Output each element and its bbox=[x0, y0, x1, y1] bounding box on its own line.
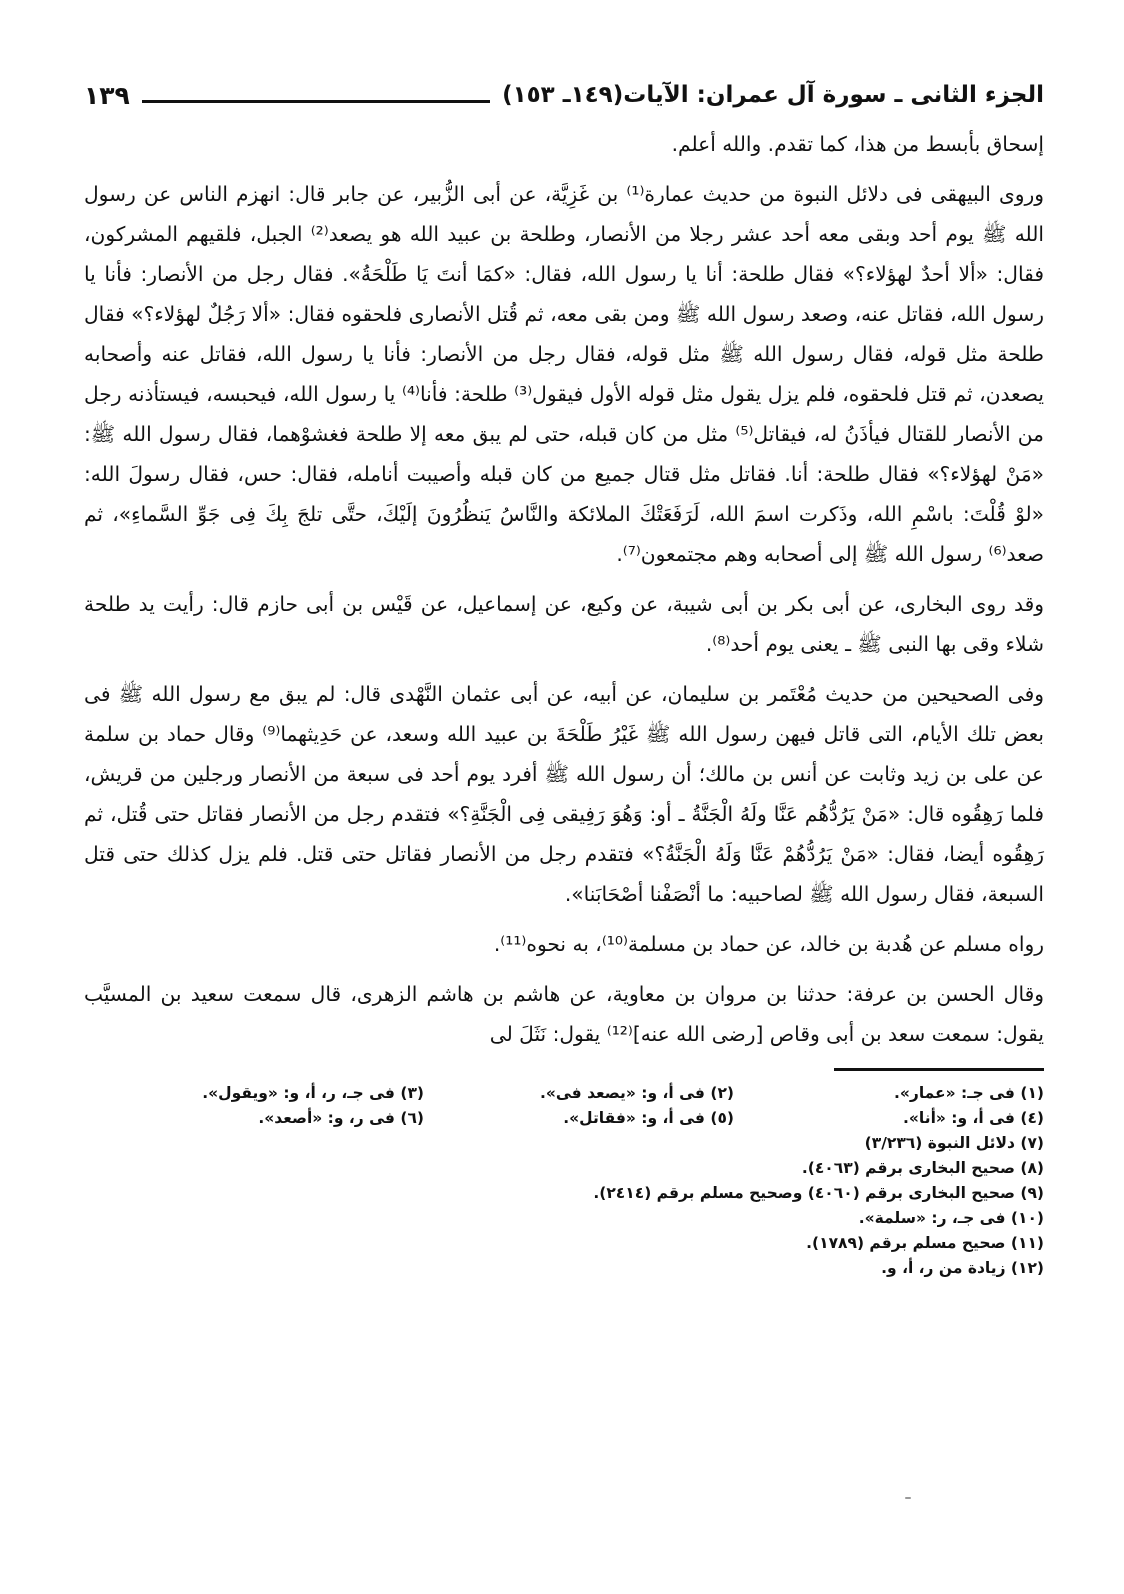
header-rule bbox=[142, 100, 490, 103]
footnote: (٣) فى جـ، ر، أ، و: «ويقول». bbox=[202, 1084, 424, 1102]
footnote: (٩) صحيح البخارى برقم (٤٠٦٠) وصحيح مسلم برقم (٢٤١٤). bbox=[593, 1184, 1044, 1202]
footnote: (٦) فى ر، و: «أصعد». bbox=[258, 1109, 424, 1127]
footnote: (٥) فى أ، و: «فقاتل». bbox=[563, 1109, 734, 1127]
footnote: (١) فى جـ: «عمار». bbox=[894, 1084, 1044, 1102]
running-header bbox=[84, 72, 1044, 118]
footnote: (١٠) فى جـ، ر: «سلمة». bbox=[858, 1209, 1044, 1227]
footnotes bbox=[84, 1081, 1044, 1281]
main-text bbox=[84, 124, 1044, 1054]
page-number: ١٣٩ bbox=[84, 80, 130, 110]
footnote: (٧) دلائل النبوة (٣/٢٣٦) bbox=[864, 1134, 1044, 1152]
header-title: الجزء الثانى ـ سورة آل عمران: الآيات(١٤٩ـ ١٥٣) bbox=[502, 82, 1044, 108]
paragraph: وقال الحسن بن عرفة: حدثنا بن مروان بن معاوية، عن هاشم بن هاشم الزهرى، قال سمعت سعيد بن المسيَّب يقول: سمعت سعد بن أبى وقاص [رضى الله عنه]⁽¹²⁾ يقول: نَثَلَ لى bbox=[84, 982, 1044, 1046]
footnote-divider bbox=[834, 1068, 1044, 1071]
footnote: (٢) فى أ، و: «يصعد فى». bbox=[539, 1084, 734, 1102]
paragraph: وفى الصحيحين من حديث مُعْتَمر بن سليمان، عن أبيه، عن أبى عثمان النَّهْدى قال: لم يبق مع رسول الله ﷺ فى بعض تلك الأيام، التى قاتل فيهن رسول الله ﷺ غَيْرُ طَلْحَةَ بن عبيد الله وسعد، عن حَدِيثهما⁽⁹⁾ وقال حماد بن سلمة عن على بن زيد وثابت عن أنس بن مالك؛ أن رسول الله ﷺ أفرد يوم أحد فى سبعة من الأنصار ورجلين من قريش، فلما رَهِقُوه قال: «مَنْ يَرُدُّهُم عَنَّا ولَهُ الْجَنَّةُ ـ أو: وَهُوَ رَفِيقى فِى الْجَنَّةِ؟» فتقدم رجل من الأنصار فقاتل حتى قُتل، ثم رَهِقُوه أيضا، فقال: «مَنْ يَرُدُّهُمْ عَنَّا وَلَهُ الْجَنَّةُ؟» فتقدم رجل من الأنصار فقاتل حتى قتل. فلم يزل كذلك حتى قتل السبعة، فقال رسول الله ﷺ لصاحبيه: ما أنْصَفْنا أصْحَابَنا». bbox=[84, 682, 1044, 906]
footnote: (١١) صحيح مسلم برقم (١٧٨٩). bbox=[806, 1234, 1044, 1252]
paragraph: وروى البيهقى فى دلائل النبوة من حديث عمارة⁽¹⁾ بن غَزِيَّة، عن أبى الزُّبير، عن جابر قال: انهزم الناس عن رسول الله ﷺ يوم أحد وبقى معه أحد عشر رجلا من الأنصار، وطلحة بن عبيد الله هو يصعد⁽²⁾ الجبل، فلقيهم المشركون، فقال: «ألا أحدٌ لهؤلاء؟» فقال طلحة: أنا يا رسول الله، فقال: «كمَا أنتَ يَا طَلْحَةُ». فقال رجل من الأنصار: فأنا يا رسول الله، فقاتل عنه، وصعد رسول الله ﷺ ومن بقى معه، ثم قُتل الأنصارى فلحقوه فقال: «ألا رَجُلٌ لهؤلاء؟» فقال طلحة مثل قوله، فقال رسول الله ﷺ مثل قوله، فقال رجل من الأنصار: فأنا يا رسول الله، فقاتل عنه وأصحابه يصعدن، ثم قتل فلحقوه، فلم يزل يقول مثل قوله الأول فيقول⁽³⁾ طلحة: فأنا⁽⁴⁾ يا رسول الله، فيحبسه، فيستأذنه رجل من الأنصار للقتال فيأذَنُ له، فيقاتل⁽⁵⁾ مثل من كان قبله، حتى لم يبق معه إلا طلحة فغشوْهما، فقال رسول الله ﷺ: «مَنْ لهؤلاء؟» فقال طلحة: أنا. فقاتل مثل قتال جميع من كان قبله وأصيبت أنامله، فقال: حس، فقال رسولَ الله: «لوْ قُلْتَ: باسْمِ الله، وذَكرت اسمَ الله، لَرَفَعَتْكَ الملائكة والنَّاسُ يَنظُرُونَ إلَيْكَ، حتَّى تلجَ بِكَ فِى جَوِّ السَّماءِ»، ثم صعد⁽⁶⁾ رسول الله ﷺ إلى أصحابه وهم مجتمعون⁽⁷⁾. bbox=[84, 182, 1045, 566]
footnote-row bbox=[84, 1081, 1044, 1106]
paragraph: رواه مسلم عن هُدبة بن خالد، عن حماد بن مسلمة⁽¹⁰⁾، به نحوه⁽¹¹⁾. bbox=[493, 932, 1044, 956]
paragraph: إسحاق بأبسط من هذا، كما تقدم. والله أعلم. bbox=[671, 132, 1044, 156]
footnote-row bbox=[84, 1106, 1044, 1131]
footnote: (٤) فى أ، و: «أنا». bbox=[903, 1109, 1044, 1127]
footnote: (٨) صحيح البخارى برقم (٤٠٦٣). bbox=[801, 1159, 1044, 1177]
paragraph: وقد روى البخارى، عن أبى بكر بن أبى شيبة، عن وكيع، عن إسماعيل، عن قَيْس بن أبى حازم قال: رأيت يد طلحة شلاء وقى بها النبى ﷺ ـ يعنى يوم أحد⁽⁸⁾. bbox=[84, 592, 1044, 656]
scan-speck bbox=[905, 1497, 911, 1499]
footnote: (١٢) زيادة من ر، أ، و. bbox=[881, 1259, 1044, 1277]
